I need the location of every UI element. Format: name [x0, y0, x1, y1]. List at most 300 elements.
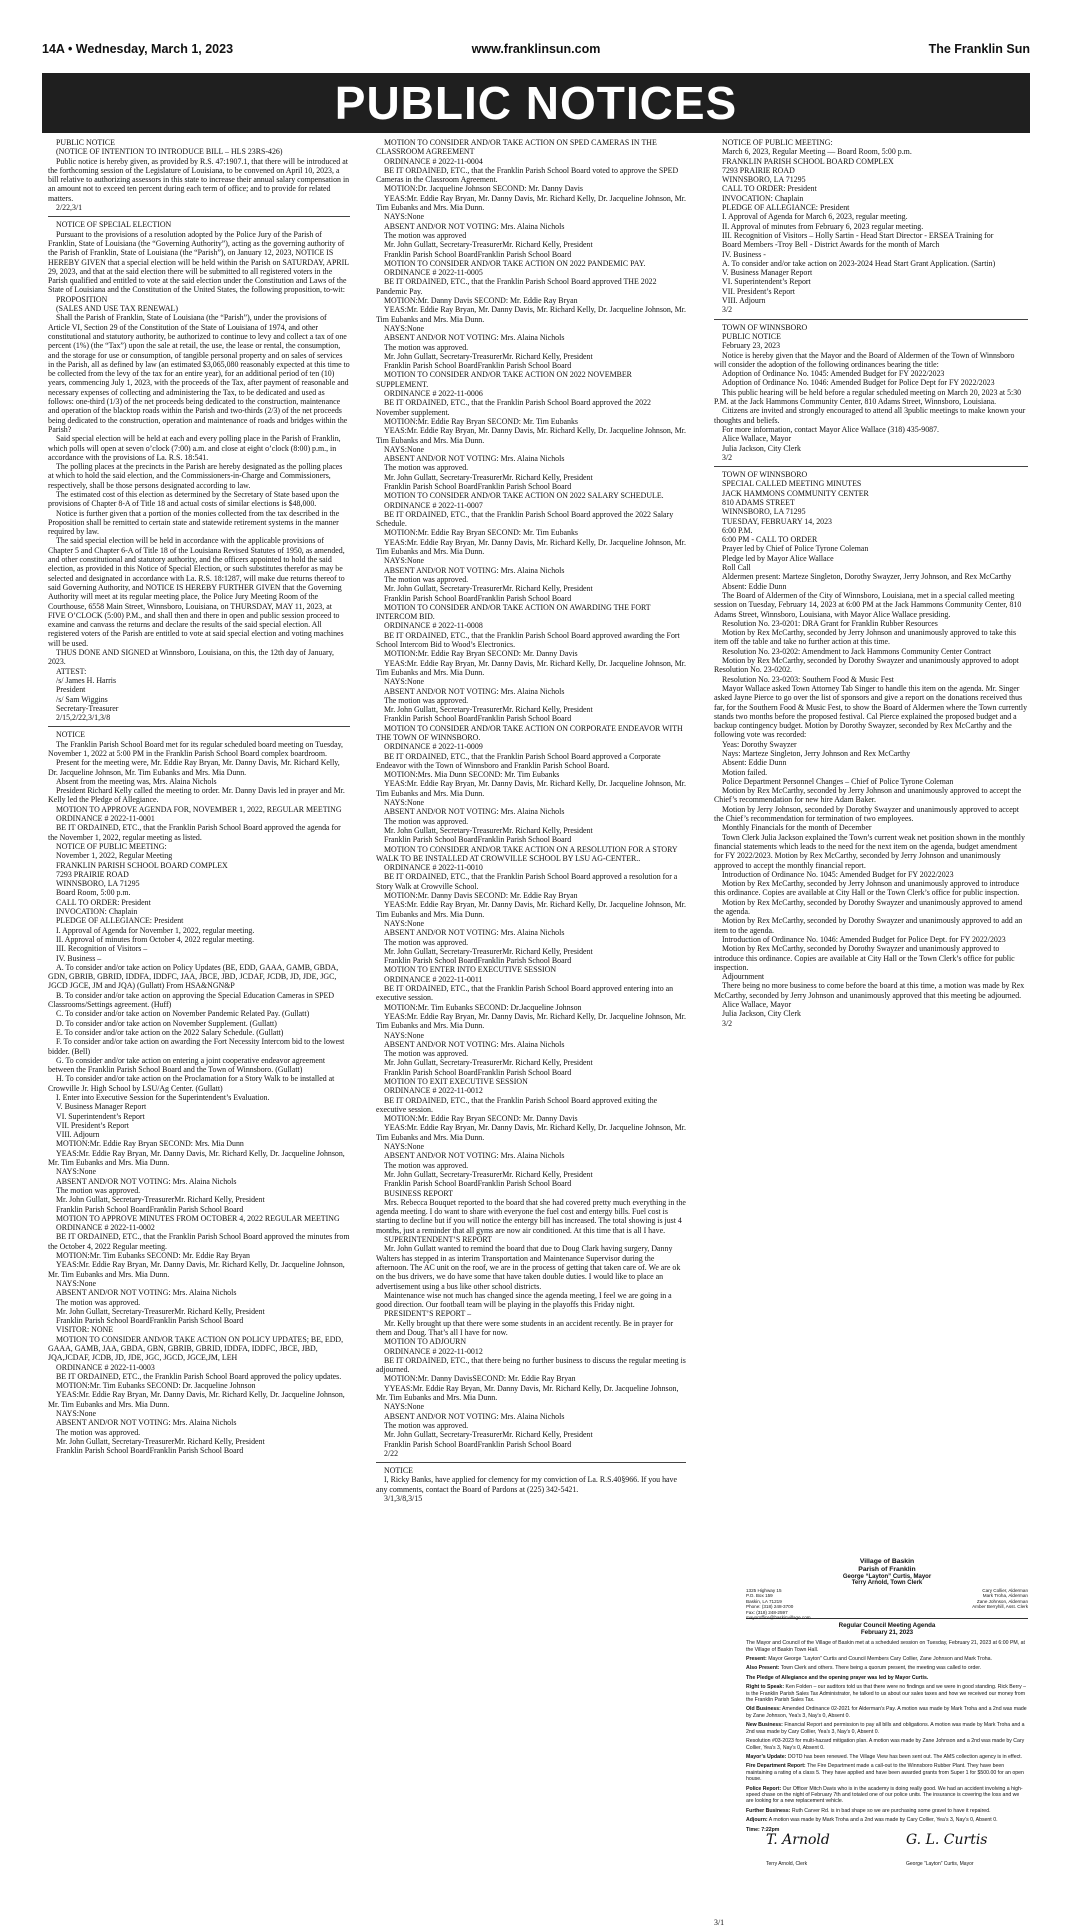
notice-line: SPECIAL CALLED MEETING MINUTES: [722, 479, 862, 489]
mayor-signature-name: George “Layton” Curtis, Mayor: [906, 1860, 974, 1867]
notice-line: MOTION TO EXIT EXECUTIVE SESSION: [384, 1076, 528, 1086]
notice-line: YEAS:Mr. Eddie Ray Bryan, Mr. Danny Davis, Mr. Richard Kelly, Dr. Jacqueline Johnson, Mr. Tim Eubanks and Mrs. Mia Dunn.: [376, 779, 686, 798]
notice-line: ABSENT AND/OR NOT VOTING: Mrs. Alaina Nichols: [384, 333, 565, 343]
notice-line: 2/22: [384, 1448, 399, 1458]
notice-line: MOTION TO CONSIDER AND/OR TAKE ACTION ON POLICY UPDATES; BE, EDD, GAAA, GAMB, JAA, GBDA, GBN, GBRIB, GBRID, IDDFA, IDDFC, JBCE, JBD, JQA,JCDAF, JCDB, JD, JDE, JGC, JGCD, JGCE,JM, LEH: [48, 1334, 344, 1363]
notice-line: Mr. John Gullatt, Secretary-TreasurerMr. Richard Kelly, President: [56, 1195, 265, 1205]
notice-line: Mr. John Gullatt wanted to remind the board that due to Doug Clark having surgery, Danny Walters has stepped in as interim Transportation and Maintenance Supervisor during the afternoon. The AC unit on the roof, we are in the process of getting that taken care of. We are ok on the bus drivers, we do have some that have taken double duties. I would like to place an advertisement using a bus like other school districts.: [376, 1244, 681, 1291]
notice-line: PUBLIC NOTICE: [722, 331, 781, 341]
notice-line: MOTION:Dr. Jacqueline Johnson SECOND: Mr. Danny Davis: [384, 184, 584, 194]
notice-line: Absent: Eddie Dunn: [722, 581, 787, 591]
notice-line: Mr. John Gullatt, Secretary-TreasurerMr. Richard Kelly, President: [384, 584, 593, 594]
notice-line: Julia Jackson, City Clerk: [722, 443, 801, 453]
notice-line: Mr. John Gullatt, Secretary-TreasurerMr. Richard Kelly, President: [384, 825, 593, 835]
clerk-signature-name: Terry Arnold, Clerk: [766, 1860, 808, 1867]
notice-line: YEAS:Mr. Eddie Ray Bryan, Mr. Danny Davis, Mr. Richard Kelly, Dr. Jacqueline Johnson, Mr. Tim Eubanks and Mrs. Mia Dunn.: [376, 426, 686, 445]
notice-line: MOTION:Mr. Eddie Ray Bryan SECOND: Mrs. Mia Dunn: [56, 1139, 244, 1149]
notice-line: PUBLIC NOTICE: [56, 138, 115, 147]
notice-line: 810 ADAMS STREET: [722, 497, 795, 507]
notice-line: MOTION:Mr. Tim Eubanks SECOND: Mr. Eddie Ray Bryan: [56, 1251, 250, 1261]
mayor-update-text: DOTD has been renewed. The Village View has been sent out. The AMS collection agency is in effect.: [787, 1753, 1023, 1760]
notice-line: INVOCATION: Chaplain: [56, 907, 138, 917]
notice-line: TOWN OF WINNSBORO: [722, 322, 808, 332]
notice-line: Adjournment: [722, 972, 765, 982]
notice-line: Said special election will be held at each and every polling place in the Parish of Franklin, which polls will open at seven o’clock (7:00) a.m. and close at eight o’clock (8:00) p.m., in accordance with the provisions of La. R.S. 18:541.: [48, 434, 341, 462]
page-header: [42, 38, 1030, 60]
notice-line: Board Room, 5:00 p.m.: [56, 888, 131, 898]
notice-line: Yeas: Dorothy Swayzer: [722, 739, 797, 749]
notice-line: CALL TO ORDER: President: [56, 897, 151, 907]
notice-line: A. To consider and/or take action on Policy Updates (BE, EDD, GAAA, GAMB, GBDA, GDN, GBRIB, GBRID, IDDFA, IDDFC, JAA, JBCE, JBD, JCDAF, JCDB, JD, JDE, JGC, JGCD JGCE, JM and JQA) (Gullatt) From HSA&NGN&P: [48, 962, 339, 991]
fire-text: The Fire Department made a call-out to the Winnsboro Rubber Plant. They have been maintaining a rating of a class 5. They have applied and have been awarded grants from Super 1 for $500.00 for an open house.: [746, 1763, 1024, 1783]
notice-line: Prayer led by Chief of Police Tyrone Coleman: [722, 544, 869, 554]
notice-line: NOTICE OF PUBLIC MEETING:: [56, 841, 167, 851]
notice-line: The motion was approved.: [56, 1297, 141, 1307]
mayor-update-label: Mayor’s Update:: [746, 1753, 787, 1760]
baskin-meeting-notice: [746, 1558, 1028, 1928]
right-text: Ken Folden – our auditors told us that there were no findings and we were in good standing. Rick Berry – is the Franklin Parish Sales Tax Administrator, he talked to us about our sales taxes and how we received our money from the Franklin Parish Sales Tax.: [746, 1684, 1026, 1704]
notice-line: Police Department Personnel Changes – Chief of Police Tyrone Coleman: [722, 776, 954, 786]
notice-line: Mr. Kelly brought up that there were some students in an accident recently. Be in prayer for them and Doug. That’s all I have for now.: [376, 1318, 674, 1337]
notice-line: ORDINANCE # 2022-11-0003: [56, 1362, 155, 1372]
notice-line: PRESIDENT’S REPORT –: [384, 1309, 472, 1319]
notice-line: Mr. John Gullatt, Secretary-TreasurerMr. Richard Kelly, President: [384, 1058, 593, 1068]
notice-line: Introduction of Ordinance No. 1046: Amended Budget for Police Dept. for FY 2022/2023: [722, 934, 1006, 944]
notice-line: THUS DONE AND SIGNED at Winnsboro, Louisiana, on this, the 12th day of January, 2023.: [48, 648, 335, 667]
notice-line: Mayor Wallace asked Town Attorney Tab Singer to handle this item on the agenda. Mr. Singer asked Jayne Pierce to go over the list of sponsors and give a report on the donations received thus far, for the Southern Food & Music Fest, to show the Board of Aldermen where the Town currently stands two months before the proposed festival. Cal Pierce explained the proposed budget and a backup contingency budget. Motion by Dorothy Swayzer, seconded by Rex McCarthy and the following vote was recorded:: [714, 683, 1028, 740]
notice-line: The motion was approved: [384, 230, 467, 240]
notice-line: ATTEST:: [56, 666, 87, 676]
notice-line: NAYS:None: [384, 1142, 425, 1152]
notice-line: YEAS:Mr. Eddie Ray Bryan, Mr. Danny Davis, Mr. Richard Kelly, Dr. Jacqueline Johnson, Mr. Tim Eubanks and Mrs. Mia Dunn.: [376, 900, 686, 919]
notice-line: Absent: Eddie Dunn: [722, 758, 787, 768]
notice-line: ORDINANCE # 2022-11-0005: [384, 268, 483, 278]
notice-line: VIII. Adjourn: [722, 296, 766, 306]
notice-line: Absent from the meeting was, Mrs. Alaina Nichols: [56, 776, 217, 786]
notice-line: The motion was approved.: [384, 1160, 469, 1170]
notice-line: YEAS:Mr. Eddie Ray Bryan, Mr. Danny Davis, Mr. Richard Kelly, Dr. Jacqueline Johnson, Mr. Tim Eubanks and Mrs. Mia Dunn.: [48, 1148, 345, 1168]
notice-line: Mr. John Gullatt, Secretary-TreasurerMr. Richard Kelly, President: [384, 1169, 593, 1179]
notice-line: Secretary-Treasurer: [56, 703, 119, 713]
notice-line: V. Business Manager Report: [722, 268, 813, 278]
pledge-text: The Pledge of Allegiance and the opening prayer was led by Mayor Curtis.: [746, 1674, 929, 1681]
notice-line: Franklin Parish School BoardFranklin Parish School Board: [56, 1204, 244, 1214]
notice-divider: [48, 726, 350, 727]
notice-line: Franklin Parish School BoardFranklin Parish School Board: [384, 593, 572, 603]
notice-line: MOTION:Mr. Danny DavisSECOND: Mr. Eddie Ray Bryan: [384, 1374, 576, 1384]
notice-line: Shall the Parish of Franklin, State of Louisiana (the “Parish”), under the provisions of Article VI, Section 29 of the Constitution of the State of Louisiana of 1974, and other constitutional and statutory authority, be authorized to continue to levy and collect a tax of one percent (1%) (the “Tax”) upon the sale at retail, the use, the lease or rental, the consumption, and the storage for use or consumption, of tangible personal property and on sales of services in the Parish, all as defined by law (an estimated $3,065,080 reasonably expected at this time to be collected from the levy of the tax for an entire year), for an additional period of ten (10) years, commencing July 1, 2023, with the proceeds of the Tax, after payment of reasonable and necessary expenses of collecting and administering the Tax, to be dedicated and used as follows: one-third (1/3) of the net proceeds being dedicated to the construction, maintenance and operation of the blacktop roads within the Parish and two-thirds (2/3) of the net proceeds being dedicated to the construction, operation and maintenance of roads and bridges within the Parish?: [48, 313, 350, 434]
notice-line: NOTICE: [384, 1466, 413, 1476]
notice-line: 3/2: [722, 1018, 733, 1028]
notice-line: WINNSBORO, LA 71295: [56, 879, 140, 889]
notice-line: NAYS:None: [56, 1278, 97, 1288]
notice-line: Mr. John Gullatt, Secretary-TreasurerMr. Richard Kelly, President: [384, 351, 593, 361]
notice-line: 6:00 P.M.: [722, 525, 753, 535]
notice-line: MOTION TO CONSIDER AND/OR TAKE ACTION ON 2022 PANDEMIC PAY.: [384, 258, 646, 268]
notice-line: JACK HAMMONS COMMUNITY CENTER: [722, 488, 869, 498]
notice-line: ORDINANCE # 2022-11-0007: [384, 500, 483, 510]
baskin-clerk: Terry Arnold, Town Clerk: [851, 1580, 923, 1587]
notice-line: Motion by Rex McCarthy, seconded by Jerry Johnson and unanimously approved to introduce this ordinance. Copies are available at City Hall or the Town Clerk’s office for public inspection.: [714, 879, 1020, 898]
notice-line: 7293 PRAIRIE ROAD: [722, 165, 795, 175]
notice-line: ABSENT AND/OR NOT VOTING: Mrs. Alaina Nichols: [384, 807, 565, 817]
notice-line: Public notice is hereby given, as provided by R.S. 47:1907.1, that there will be introduced at the forthcoming session of the Legislature of Louisiana, to be convened on April 10, 2023, a bill relative to authorizing assessors in this state to increase their annual salary compensation in an amount not to exceed ten percent during each term of office; and to provide for related matters.: [48, 156, 350, 203]
adjourn-label: Adjourn:: [746, 1817, 768, 1824]
notices-column-2: [376, 138, 686, 1913]
notice-line: TUESDAY, FEBRUARY 14, 2023: [722, 516, 832, 526]
notice-line: NAYS:None: [384, 212, 425, 222]
notice-line: Present for the meeting were, Mr. Eddie Ray Bryan, Mr. Danny Davis, Mr. Richard Kelly, Dr. Jacqueline Johnson, Mr. Tim Eubanks and Mrs. Mia Dunn.: [48, 758, 340, 777]
notice-line: V. Business Manager Report: [56, 1102, 147, 1112]
info-line: Phone: (318) 248-3700: [746, 1604, 794, 1610]
notice-line: Resolution No. 23-0202: Amendment to Jack Hammons Community Center Contract: [722, 646, 992, 656]
new-text: Financial Report and permission to pay all bills and obligations. A motion was made by Mark Troha and a 2nd was made by Cary Collier, Yea’s 3, Nay’s 0, Absent 0.: [746, 1722, 1025, 1735]
notice-line: BE IT ORDAINED, ETC., that the Franklin Parish School Board approved exiting the executive session.: [376, 1095, 658, 1114]
notice-line: BE IT ORDAINED, ETC., that the Franklin Parish School Board approved the 2022 November supplement.: [376, 398, 652, 417]
notice-line: The motion was approved.: [384, 1420, 469, 1430]
notice-line: The motion was approved.: [384, 816, 469, 826]
notice-line: IV. Business –: [56, 953, 102, 963]
notice-line: PROPOSITION: [56, 294, 108, 304]
notice-line: MOTION TO CONSIDER AND/OR TAKE ACTION ON 2022 NOVEMBER SUPPLEMENT.: [376, 370, 632, 389]
notice-line: VI. Superintendent’s Report: [722, 277, 811, 287]
notice-line: 3/2: [722, 305, 733, 315]
notice-line: November 1, 2022, Regular Meeting: [56, 851, 173, 861]
notice-line: MOTION TO CONSIDER AND/OR TAKE ACTION ON SPED CAMERAS IN THE CLASSROOM AGREEMENT: [376, 138, 657, 157]
notice-line: Franklin Parish School BoardFranklin Parish School Board: [56, 1446, 244, 1456]
notice-line: NAYS:None: [384, 677, 425, 687]
notice-line: NAYS:None: [384, 323, 425, 333]
notice-line: YYEAS:Mr. Eddie Ray Bryan, Mr. Danny Davis, Mr. Richard Kelly, Dr. Jacqueline Johnson, Mr. Tim Eubanks and Mrs. Mia Dunn.: [376, 1383, 679, 1403]
notice-line: Monthly Financials for the month of December: [722, 823, 872, 833]
notice-line: BE IT ORDAINED, ETC., that the Franklin Parish School Board approved awarding the Fort School Intercom Bid to Wood’s Electronics.: [376, 630, 680, 650]
notice-line: YEAS:Mr. Eddie Ray Bryan, Mr. Danny Davis, Mr. Richard Kelly, Dr. Jacqueline Johnson, Mr. Tim Eubanks and Mrs. Mia Dunn.: [376, 1011, 686, 1031]
notice-line: Board Members -Troy Bell - District Awards for the month of March: [722, 240, 940, 250]
notice-line: ABSENT AND/OR NOT VOTING: Mrs. Alaina Nichols: [56, 1176, 237, 1186]
notice-line: BUSINESS REPORT: [384, 1188, 454, 1198]
notice-line: I. Enter into Executive Session for the Superintendent’s Evaluation.: [56, 1092, 270, 1102]
police-label: Police Report:: [746, 1785, 782, 1792]
info-line: 1325 Highway 15: [746, 1588, 782, 1593]
baskin-intro: The Mayor and Council of the Village of Baskin met at a scheduled session on Tuesday, February 21, 2023 at 6:00 PM, at the Village of Baskin Town Hall.: [746, 1640, 1025, 1653]
notice-line: Franklin Parish School BoardFranklin Parish School Board: [384, 1439, 572, 1449]
notice-divider: [376, 1462, 686, 1463]
notice-line: MOTION:Mr. Eddie Ray Bryan SECOND: Mr. Tim Eubanks: [384, 416, 578, 426]
notice-line: The motion was approved.: [384, 695, 469, 705]
adjourn-text: A motion was made by Mark Troha and a 2nd was made by Cary Collier, Yea’s 3, Nay’s 0, Absent 0.: [768, 1817, 998, 1824]
notice-line: Julia Jackson, City Clerk: [722, 1009, 801, 1019]
notice-line: YEAS:Mr. Eddie Ray Bryan, Mr. Danny Davis, Mr. Richard Kelly, Dr. Jacqueline Johnson, Mr. Tim Eubanks and Mrs. Mia Dunn.: [376, 305, 686, 324]
notice-line: PLEDGE OF ALLEGIANCE: President: [56, 916, 184, 926]
notice-line: BE IT ORDAINED, ETC., that the Franklin Parish School Board approved entering into an executive session.: [376, 984, 674, 1003]
notice-line: MOTION TO CONSIDER AND/OR TAKE ACTION ON CORPORATE ENDEAVOR WITH THE TOWN OF WINNSBORO.: [376, 723, 683, 742]
notice-line: ABSENT AND/OR NOT VOTING: Mrs. Alaina Nichols: [384, 221, 565, 231]
baskin-title: Village of Baskin: [859, 1558, 915, 1565]
notice-line: This public hearing will be held before a regular scheduled meeting on March 20, 2023 at 5:30 P.M. at the Jack Hammons Community Center, 810 Adams Street, Winnsboro, Louisiana.: [714, 387, 1022, 407]
notice-line: March 6, 2023, Regular Meeting — Board Room, 5:00 p.m.: [722, 147, 912, 157]
notice-line: The motion was approved.: [384, 1049, 469, 1059]
also-text: Town Clerk and others. There being a quorum present, the meeting was called to order.: [780, 1665, 982, 1672]
notice-line: VISITOR: NONE: [56, 1325, 114, 1335]
notice-line: Franklin Parish School BoardFranklin Parish School Board: [384, 1067, 572, 1077]
notice-line: ORDINANCE # 2022-11-0010: [384, 863, 483, 873]
notice-line: For more information, contact Mayor Alice Wallace (318) 435-9087.: [722, 424, 940, 434]
notice-line: MOTION:Mr. Eddie Ray Bryan SECOND: Mr. Tim Eubanks: [384, 528, 578, 538]
notice-line: NAYS:None: [384, 1030, 425, 1040]
section-banner: PUBLIC NOTICES: [42, 73, 1030, 133]
baskin-mayor: George “Layton” Curtis, Mayor: [842, 1574, 932, 1580]
notice-line: (SALES AND USE TAX RENEWAL): [56, 304, 178, 314]
notice-line: Alice Wallace, Mayor: [722, 1000, 792, 1010]
notice-line: WINNSBORO, LA 71295: [722, 175, 806, 185]
info-line: Zane Johnson, Alderman: [976, 1598, 1028, 1604]
further-text: Ruth Carver Rd. is in bad shape so we are purchasing some gravel to have it repaired.: [791, 1807, 991, 1814]
notice-line: YEAS:Mr. Eddie Ray Bryan, Mr. Danny Davis, Mr. Richard Kelly, Dr. Jacqueline Johnson, Mr. Tim Eubanks and Mrs. Mia Dunn.: [48, 1390, 345, 1409]
notice-line: ABSENT AND/OR NOT VOTING: Mrs. Alaina Nichols: [384, 1411, 565, 1421]
notice-line: NAYS:None: [56, 1409, 97, 1419]
baskin-parish: Parish of Franklin: [858, 1566, 916, 1573]
notice-line: NOTICE: [56, 730, 85, 740]
notice-line: MOTION TO CONSIDER AND/OR TAKE ACTION ON 2022 SALARY SCHEDULE.: [384, 491, 664, 501]
notice-line: IV. Business -: [722, 249, 766, 259]
notice-line: MOTION:Mr. Eddie Ray Bryan SECOND: Mr. Danny Davis: [384, 649, 578, 659]
notice-line: Franklin Parish School BoardFranklin Parish School Board: [384, 481, 572, 491]
notice-line: The motion was approved.: [384, 574, 469, 584]
notice-line: YEAS:Mr. Eddie Ray Bryan, Mr. Danny Davis, Mr. Richard Kelly, Dr. Jacqueline Johnson, Mr. Tim Eubanks and Mrs. Mia Dunn.: [48, 1260, 345, 1279]
notice-line: MOTION:Mr. Eddie Ray Bryan SECOND: Mr. Danny Davis: [384, 1114, 578, 1124]
info-line: Mark Troha, Alderman: [982, 1593, 1028, 1599]
notice-line: ORDINANCE # 2022-11-0009: [384, 742, 483, 752]
notice-line: The said special election will be held in accordance with the applicable provisions of Chapter 5 and Chapter 6-A of Title 18 of the Louisiana Revised Statutes of 1950, as amended, and other constitutional and statutory authority, and the officers appointed to hold the said election, as provided in this Notice of Special Election, or such substitutes therefor as may be selected and designated in accordance with La. R.S. 18:1287, will make due returns thereof to said Governing Authority, and NOTICE IS HEREBY FURTHER GIVEN that the Governing Authority will meet at its regular meeting place, the Police Jury Meeting Room of the Courthouse, 6558 Main Street, Winnsboro, Louisiana, on THURSDAY, MAY 11, 2023, at FIVE O’CLOCK (5:00) P.M., and shall then and there in open and public session proceed to examine and canvass the returns and declare the results of the said special election. All registered voters of the Parish are entitled to vote at said special election and voting machines will be used.: [48, 536, 345, 648]
notice-line: There being no more business to come before the board at this time, a motion was made by Rex McCarthy, seconded by Jerry Johnson and unanimously approved that this meeting be adjourned.: [714, 981, 1025, 1000]
notice-line: NAYS:None: [384, 444, 425, 454]
notice-line: Mrs. Rebecca Bouquet reported to the board that she had covered pretty much everything in the agenda meeting. I do want to share with everyone the fuel cost and entergy bills. Fuel cost is starting to decline but if you will notice the entergy bill has increased. The total showing is just 4 months, just a reminder that all gyms are now air conditioned. At this time that is all I have.: [376, 1197, 686, 1235]
notice-line: ABSENT AND/OR NOT VOTING: Mrs. Alaina Nichols: [384, 1151, 565, 1161]
agenda-title: Regular Council Meeting Agenda: [838, 1621, 936, 1629]
info-line: Amber Berryhill, Asst. Clerk: [972, 1604, 1028, 1610]
notice-line: Motion by Jerry Johnson, seconded by Dorothy Swayzer and unanimously approved to accept the Chief’s recommendation for termination of two employees.: [714, 804, 1019, 824]
notice-line: February 23, 2023: [722, 341, 781, 351]
notice-line: I, Ricky Banks, have applied for clemency for my conviction of La. R.S.40§966. If you have any comments, contact the Board of Pardons at (225) 342-5421.: [376, 1475, 677, 1494]
right-label: Right to Speak:: [746, 1684, 785, 1691]
notice-line: III. Recognition of Visitors –: [56, 944, 148, 954]
notice-line: NOTICE OF SPECIAL ELECTION: [56, 220, 172, 230]
notice-line: The Board of Aldermen of the City of Winnsboro, Louisiana, met in a special called meeting session on Tuesday, February 14, 2023 at 6:00 PM at the Jack Hammons Community Center, 810 Adams Street, Winnsboro, Louisiana, with Mayor Alice Wallace presiding.: [714, 590, 1022, 619]
notice-line: 7293 PRAIRIE ROAD: [56, 869, 129, 879]
notice-line: Franklin Parish School BoardFranklin Parish School Board: [384, 1179, 572, 1189]
baskin-date-code: 3/1: [714, 1918, 725, 1927]
notice-line: MOTION TO APPROVE MINUTES FROM OCTOBER 4, 2022 REGULAR MEETING: [56, 1213, 340, 1223]
notice-line: ORDINANCE # 2022-11-0002: [56, 1223, 155, 1233]
notice-line: NAYS:None: [56, 1167, 97, 1177]
notice-line: Motion by Rex McCarthy, seconded by Dorothy Swayzer and unanimously approved to adopt Resolution No. 23-0202.: [714, 656, 1019, 675]
notice-line: VI. Superintendent’s Report: [56, 1111, 145, 1121]
notice-line: Motion by Rex McCarthy, seconded by Jerry Johnson and unanimously approved to take this item off the table and take no further action at this time.: [714, 628, 1017, 647]
notice-line: YEAS:Mr. Eddie Ray Bryan, Mr. Danny Davis, Mr. Richard Kelly, Dr. Jacqueline Johnson, Mr. Tim Eubanks and Mrs. Mia Dunn.: [376, 1123, 686, 1142]
notice-line: 3/1,3/8,3/15: [384, 1494, 423, 1504]
notice-line: VIII. Adjourn: [56, 1130, 100, 1140]
notice-line: Franklin Parish School BoardFranklin Parish School Board: [384, 249, 572, 259]
notice-line: The motion was approved.: [56, 1185, 141, 1195]
notice-line: BE IT ORDAINED, ETC., that the Franklin Parish School Board approved a Corporate Endeavor with the Town of Winnsboro and Franklin Parish School Board.: [376, 751, 661, 770]
notices-column-1: [48, 138, 350, 1913]
notice-line: Roll Call: [722, 563, 751, 573]
police-text: Our Officer Mitch Davis who is in the academy is doing really good. We had an accident involving a high-speed chase on the night of February 7th and totaled one of our police units. The insurance is covering the loss and we are looking for a new replacement vehicle.: [746, 1785, 1023, 1805]
notice-line: G. To consider and/or take action on entering a joint cooperative endeavor agreement between the Franklin Parish School Board and the Town of Winnsboro. (Gullatt): [48, 1055, 326, 1075]
notice-line: BE IT ORDAINED, ETC., the Franklin Parish School Board approved the policy updates.: [56, 1371, 342, 1381]
notice-line: ABSENT AND/OR NOT VOTING: Mrs. Alaina Nichols: [384, 686, 565, 696]
notice-line: BE IT ORDAINED, ETC., that there being no further business to discuss the regular meeting is adjourned.: [376, 1355, 686, 1375]
notice-line: ORDINANCE # 2022-11-0012: [384, 1086, 483, 1096]
notice-line: Franklin Parish School BoardFranklin Parish School Board: [56, 1316, 244, 1326]
fire-label: Fire Department Report:: [746, 1763, 806, 1770]
notice-line: Mr. John Gullatt, Secretary-TreasurerMr. Richard Kelly, President: [384, 705, 593, 715]
notice-line: BE IT ORDAINED, ETC., that the Franklin Parish School Board approved the agenda for the November 1, 2022, regular meeting as listed.: [48, 823, 341, 842]
notice-line: VII. President’s Report: [56, 1120, 129, 1130]
further-label: Further Business:: [746, 1807, 791, 1814]
info-line: Fax: (318) 248-2597: [746, 1609, 788, 1615]
notice-line: C. To consider and/or take action on November Pandemic Related Pay. (Gullatt): [56, 1009, 310, 1019]
agenda-date: February 21, 2023: [860, 1629, 914, 1637]
notice-line: Citizens are invited and strongly encouraged to attend all 3public meetings to make known your thoughts and beliefs.: [714, 406, 1026, 425]
notice-line: MOTION:Mr. Danny Davis SECOND: Mr. Eddie Ray Bryan: [384, 296, 578, 306]
notice-line: Franklin Parish School BoardFranklin Parish School Board: [384, 835, 572, 845]
notice-line: 6:00 PM - CALL TO ORDER: [722, 535, 818, 545]
publication-name: The Franklin Sun: [928, 42, 1030, 56]
old-label: Old Business:: [746, 1706, 781, 1713]
notice-line: Mr. John Gullatt, Secretary-TreasurerMr. Richard Kelly, President: [384, 1430, 593, 1440]
notice-line: Notice is hereby given that the Mayor and the Board of Aldermen of the Town of Winnsboro will consider the adoption of the following ordinances bearing the title:: [714, 350, 1015, 369]
notice-line: PLEDGE OF ALLEGIANCE: President: [722, 203, 850, 213]
notice-line: The estimated cost of this election as determined by the Secretary of State based upon the provisions of Chapter 8-A of Title 18 and actual costs of similar elections is $48,000.: [48, 489, 339, 509]
notice-line: YEAS:Mr. Eddie Ray Bryan, Mr. Danny Davis, Mr. Richard Kelly, Dr. Jacqueline Johnson, Mr. Tim Eubanks and Mrs. Mia Dunn.: [376, 658, 686, 677]
site-url[interactable]: www.franklinsun.com: [471, 42, 601, 56]
notice-line: Mr. John Gullatt, Secretary-TreasurerMr. Richard Kelly, President: [384, 240, 593, 250]
notice-line: Town Clerk Julia Jackson explained the Town’s current weak net position shown in the monthly financial statements which leads to the need for the next item on the agenda, budget amendment for FY 2022/2023. Motion by Rex McCarthy, seconded by Jerry Johnson and unanimously approved to accept the monthly financial report.: [714, 832, 1025, 870]
notice-line: Mr. John Gullatt, Secretary-TreasurerMr. Richard Kelly, President: [384, 946, 593, 956]
notice-line: BE IT ORDAINED, ETC., that the Franklin Parish School Board voted to approve the SPED Cameras in the Classroom Agreement.: [376, 165, 679, 185]
notice-line: Alice Wallace, Mayor: [722, 434, 792, 444]
time-label: Time:: [746, 1826, 760, 1833]
notice-line: BE IT ORDAINED, ETC., that the Franklin Parish School Board approved THE 2022 Pandemic Pay.: [376, 277, 657, 296]
notice-divider: [48, 216, 350, 217]
notice-line: ORDINANCE # 2022-11-0008: [384, 621, 483, 631]
notice-line: President: [56, 685, 86, 695]
info-line: mayoroffice@baskinvillage.com: [746, 1615, 811, 1621]
resolution-text: Resolution #03-2023 for multi-hazard mitigation plan. A motion was made by Zane Johnson and a 2nd was made by Cary Collier, Yea’s 3, Nay’s 0, Absent 0.: [746, 1738, 1025, 1751]
notice-line: Mr. John Gullatt, Secretary-TreasurerMr. Richard Kelly, President: [56, 1306, 265, 1316]
old-text: Amended Ordinance 02-2021 for Alderman’s Pay. A motion was made by Mark Troha and a 2nd was made by Zane Johnson, Yea’s 3, Nay’s 0, Absent 0.: [746, 1706, 1027, 1719]
notice-line: NOTICE OF PUBLIC MEETING:: [722, 138, 833, 147]
notice-line: Maintenance wise not much has changed since the agenda meeting, I feel we are going in a good direction. Our football team will be playing in the playoffs this Friday night.: [376, 1290, 672, 1310]
notice-line: Aldermen present: Marteze Singleton, Dorothy Swayzer, Jerry Johnson, and Rex McCarthy: [722, 572, 1012, 582]
notice-line: The motion was approved.: [384, 463, 469, 473]
notice-line: MOTION:Mr. Danny Davis SECOND: Mr. Eddie Ray Bryan: [384, 891, 578, 901]
notice-line: F. To consider and/or take action on awarding the Fort Necessity Intercom bid to the lowest bidder. (Bell): [48, 1037, 345, 1056]
notice-line: The motion was approved.: [384, 937, 469, 947]
notice-line: The polling places at the precincts in the Parish are hereby designated as the polling places at which to hold the said election, and the Commissioners-in-Charge and Commissioners, respectively, shall be those persons designated according to law.: [48, 462, 343, 490]
info-line: Cary Collier, Alderman: [982, 1588, 1028, 1593]
notice-line: WINNSBORO, LA 71295: [722, 507, 806, 517]
notice-line: NAYS:None: [384, 1402, 425, 1412]
notice-line: ABSENT AND/OR NOT VOTING: Mrs. Alaina Nichols: [384, 928, 565, 938]
notice-line: ABSENT AND/OR NOT VOTING: Mrs. Alaina Nichols: [384, 565, 565, 575]
notice-line: I. Approval of Agenda for November 1, 2022, regular meeting.: [56, 925, 255, 935]
notice-line: MOTION:Mrs. Mia Dunn SECOND: Mr. Tim Eubanks: [384, 770, 560, 780]
notice-line: Franklin Parish School BoardFranklin Parish School Board: [384, 956, 572, 966]
mayor-signature: G. L. Curtis: [906, 1831, 988, 1848]
notice-line: VII. President’s Report: [722, 286, 795, 296]
page-number-date: 14A • Wednesday, March 1, 2023: [42, 42, 234, 56]
notice-line: ABSENT AND/OR NOT VOTING: Mrs. Alaina Nichols: [384, 1039, 565, 1049]
notice-line: FRANKLIN PARISH SCHOOL BOARD COMPLEX: [56, 860, 228, 870]
notice-line: B. To consider and/or take action on approving the Special Education Cameras in SPED Classrooms/Settings agreement. (Huff): [48, 990, 335, 1010]
notice-line: TOWN OF WINNSBORO: [722, 470, 808, 480]
notice-line: Motion failed.: [722, 767, 768, 777]
notice-line: Adoption of Ordinance No. 1046: Amended Budget for Police Dept for FY 2022/2023: [722, 378, 995, 388]
notice-line: III. Recognition of Visitors – Holly Sartin - Head Start Director - ERSEA Training for: [722, 230, 994, 240]
notice-line: Introduction of Ordinance No. 1045: Amended Budget for FY 2022/2023: [722, 869, 954, 879]
notice-line: II. Approval of minutes from February 6, 2023 regular meeting.: [722, 221, 924, 231]
present-label: Present:: [746, 1656, 767, 1663]
notice-line: Motion by Rex McCarthy, seconded by Dorothy Swayzer and unanimously approved to amend the agenda.: [714, 897, 1023, 917]
notice-line: D. To consider and/or take action on November Supplement. (Gullatt): [56, 1018, 277, 1028]
notice-line: The Franklin Parish School Board met for its regular scheduled board meeting on Tuesday, November 1, 2022 at 5:00 PM in the Franklin Parish School Board complex boardroom.: [48, 739, 344, 758]
notice-line: /s/ James H. Harris: [56, 675, 117, 685]
notice-line: MOTION TO CONSIDER AND/OR TAKE ACTION ON AWARDING THE FORT INTERCOM BID.: [376, 602, 651, 622]
notice-line: Motion by Rex McCarthy, seconded by Jerry Johnson and unanimously approved to accept the Chief’s recommendation for new hire Adam Baker.: [714, 786, 1022, 805]
notice-line: Franklin Parish School BoardFranklin Parish School Board: [384, 361, 572, 371]
notice-line: /s/ Sam Wiggins: [56, 694, 108, 704]
notice-line: BE IT ORDAINED, ETC., that the Franklin Parish School Board approved the minutes from the October 4, 2022 Regular meeting.: [48, 1232, 350, 1251]
notice-line: ABSENT AND/OR NOT VOTING: Mrs. Alaina Nichols: [56, 1288, 237, 1298]
notice-line: Pursuant to the provisions of a resolution adopted by the Police Jury of the Parish of Franklin, State of Louisiana (the “Governing Authority”), acting as the governing authority of the Parish of Franklin, State of Louisiana (the “Parish”), on January 12, 2023, NOTICE IS HEREBY GIVEN that a special election will be held within the Parish on SATURDAY, APRIL 29, 2023, and that at the said election there will be submitted to all registered voters in the Parish qualified and entitled to vote at the said election under the Constitution and Laws of the State of Louisiana and the Constitution of the United States, the following proposition, to-wit:: [48, 229, 349, 295]
notice-line: The motion was approved.: [56, 1427, 141, 1437]
notice-line: FRANKLIN PARISH SCHOOL BOARD COMPLEX: [722, 156, 894, 166]
notice-line: ORDINANCE # 2022-11-0001: [56, 814, 155, 824]
notice-line: Notice is further given that a portion of the monies collected from the tax described in the Proposition shall be remitted to certain state and statewide retirement systems in the manner required by law.: [48, 508, 340, 537]
notice-line: MOTION TO APPROVE AGENDA FOR, NOVEMBER 1, 2022, REGULAR MEETING: [56, 804, 342, 814]
notice-line: ORDINANCE # 2022-11-0006: [384, 389, 483, 399]
notice-line: BE IT ORDAINED, ETC., that the Franklin Parish School Board approved a resolution for a Story Walk at Crowville School.: [376, 872, 678, 891]
notice-line: YEAS:Mr. Eddie Ray Bryan, Mr. Danny Davis, Mr. Richard Kelly, Dr. Jacqueline Johnson, Mr. Tim Eubanks and Mrs. Mia Dunn.: [376, 193, 686, 213]
notice-line: Pledge led by Mayor Alice Wallace: [722, 553, 834, 563]
notice-line: Franklin Parish School BoardFranklin Parish School Board: [384, 714, 572, 724]
notice-line: 2/22,3/1: [56, 203, 83, 213]
notice-line: INVOCATION: Chaplain: [722, 193, 804, 203]
clerk-signature: T. Arnold: [766, 1831, 830, 1848]
notice-line: ORDINANCE # 2022-11-0004: [384, 156, 483, 166]
notice-line: NAYS:None: [384, 798, 425, 808]
notice-line: Adoption of Ordinance No. 1045: Amended Budget for FY 2022/2023: [722, 369, 945, 379]
notice-divider: [714, 319, 1028, 320]
info-line: P.O. Box 159: [746, 1593, 773, 1599]
notice-line: A. To consider and/or take action on 2023-2024 Head Start Grant Application. (Sartin): [722, 258, 996, 268]
notice-line: MOTION TO ADJOURN: [384, 1337, 467, 1347]
notice-line: NAYS:None: [384, 556, 425, 566]
notice-line: 3/2: [722, 452, 733, 462]
notice-line: SUPERINTENDENT’S REPORT: [384, 1235, 493, 1245]
notice-line: ORDINANCE # 2022-11-0012: [384, 1346, 483, 1356]
baskin-address: [746, 1588, 826, 1620]
notice-line: MOTION:Mr. Tim Eubanks SECOND: Dr. Jacqueline Johnson: [56, 1381, 256, 1391]
notice-line: Motion by Rex McCarthy, seconded by Dorothy Swayzer and unanimously approved to introduce this ordinance. Copies are available at City Hall or the Town Clerk’s office for public inspection.: [714, 944, 1015, 972]
new-label: New Business:: [746, 1722, 783, 1729]
notice-line: MOTION TO ENTER INTO EXECUTIVE SESSION: [384, 965, 557, 975]
notice-line: MOTION TO CONSIDER AND/OR TAKE ACTION ON A RESOLUTION FOR A STORY WALK TO BE INSTALLED AT CROWVILLE SCHOOL BY LSU AG-CENTER..: [376, 844, 678, 863]
notice-line: E. To consider and/or take action on the 2022 Salary Schedule. (Gullatt): [56, 1027, 284, 1037]
time-text: 7:22pm: [761, 1826, 780, 1833]
